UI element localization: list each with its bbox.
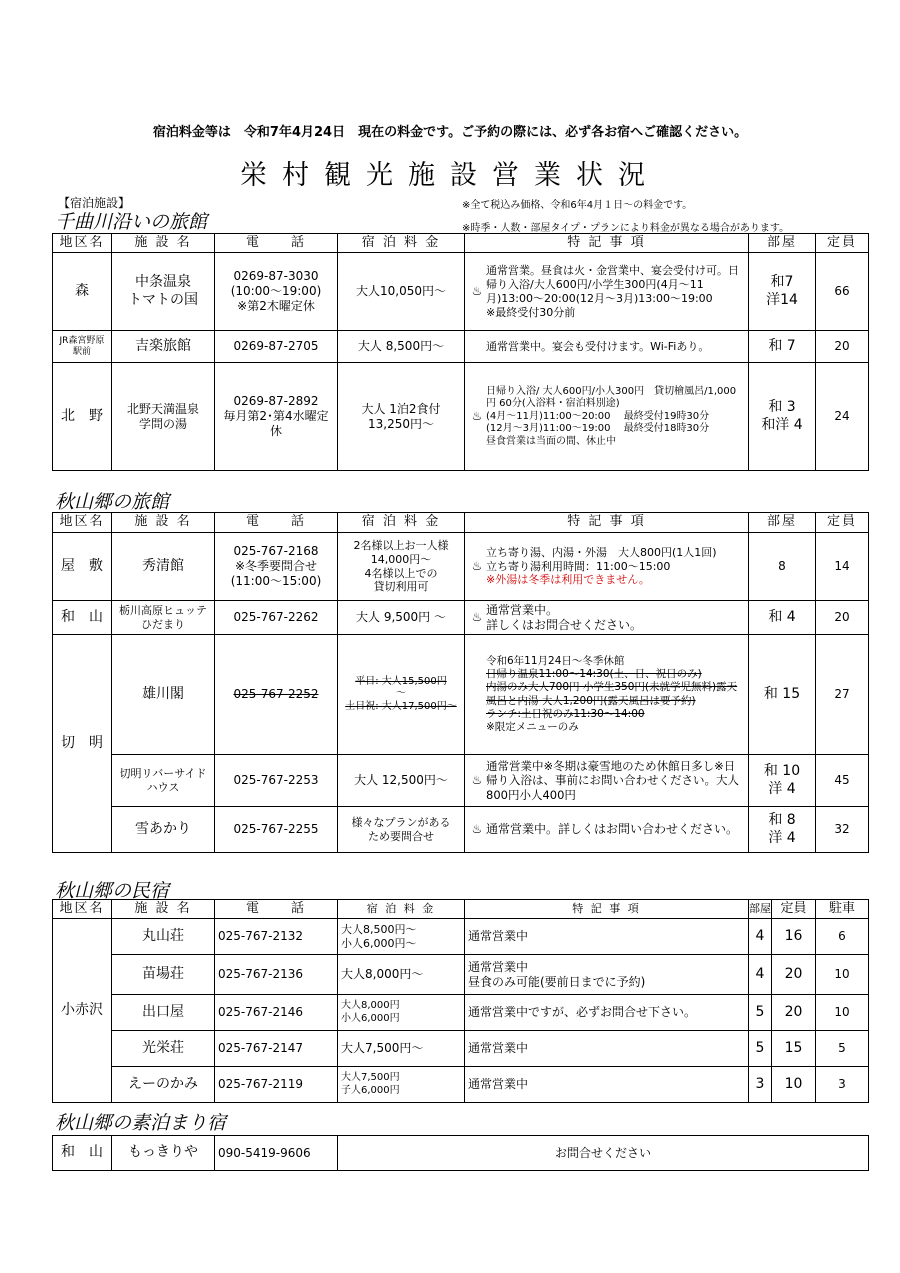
phone-cell: 025-767-2253 bbox=[215, 755, 338, 807]
phone-cell: 090-5419-9606 bbox=[215, 1136, 338, 1171]
rooms-cell: 5 bbox=[749, 1031, 772, 1067]
facility-name: 切明リバーサイドハウス bbox=[112, 755, 215, 807]
header-notes: 特 記 事 項 bbox=[465, 234, 749, 253]
table-row bbox=[53, 601, 869, 635]
header-price: 宿 泊 料 金 bbox=[338, 900, 465, 919]
price-cell: 大人7,500円～ bbox=[338, 1031, 465, 1067]
price-notice: 宿泊料金等は 令和7年4月24日 現在の料金です。ご予約の際には、必ず各お宿へご確認ください。 bbox=[152, 125, 748, 140]
tax-note: ※全て税込み価格、令和6年4月１日～の料金です。 bbox=[462, 200, 693, 211]
table-row bbox=[53, 363, 869, 471]
price-cell: 大人10,050円～ bbox=[338, 253, 465, 331]
notes-cell: ♨日帰り入浴/ 大人600円/小人300円 貸切檜風呂/1,000円 60分(入浴料・宿泊料別途) (4月～11月)11:00～20:00 最終受付19時30分 (12月～3月)11:00～19:00 最終受付18時30分 昼食営業は当面の間、休止中 bbox=[465, 363, 749, 471]
area-cell: 和 山 bbox=[53, 1136, 112, 1171]
facility-name: 中条温泉 トマトの国 bbox=[112, 253, 215, 331]
price-cell: 大人 9,500円 ～ bbox=[338, 601, 465, 635]
header-facility: 施 設 名 bbox=[112, 234, 215, 253]
phone-cell: 025-767-2168 ※冬季要問合せ (11:00～15:00) bbox=[215, 533, 338, 601]
table-row bbox=[53, 995, 869, 1031]
facility-name: 出口屋 bbox=[112, 995, 215, 1031]
phone-cell: 025-767-2262 bbox=[215, 601, 338, 635]
facility-name: 雄川閣 bbox=[112, 635, 215, 755]
header-phone: 電 話 bbox=[215, 513, 338, 533]
phone-cell: 0269-87-3030 (10:00～19:00) ※第2木曜定休 bbox=[215, 253, 338, 331]
rooms-cell: 和 8 洋 4 bbox=[749, 807, 816, 853]
area-cell: 北 野 bbox=[53, 363, 112, 471]
facility-name: 光栄荘 bbox=[112, 1031, 215, 1067]
header-facility: 施 設 名 bbox=[112, 900, 215, 919]
phone-cell: 025-767-2119 bbox=[215, 1067, 338, 1103]
rooms-cell: 和 7 bbox=[749, 331, 816, 363]
section-title-chikuma: 千曲川沿いの旅館 bbox=[55, 211, 208, 233]
rooms-cell: 和7 洋14 bbox=[749, 253, 816, 331]
header-phone: 電 話 bbox=[215, 234, 338, 253]
price-cell: 大人8,000円～ bbox=[338, 955, 465, 995]
header-notes: 特 記 事 項 bbox=[465, 513, 749, 533]
phone-cell: 0269-87-2892 毎月第2･第4水曜定休 bbox=[215, 363, 338, 471]
notes-cell: 通常営業中ですが、必ずお問合せ下さい。 bbox=[465, 995, 749, 1031]
capacity-cell: 10 bbox=[772, 1067, 816, 1103]
page-title: 栄村観光施設営業状況 bbox=[240, 160, 660, 191]
notes-cell: ♨通常営業中。 詳しくはお問合せください。 bbox=[465, 601, 749, 635]
header-rooms: 部屋 bbox=[749, 900, 772, 919]
notes-cell: 令和6年11月24日～冬季休館 日帰り温泉11:00～14:30(土、日、祝日のみ) 内湯のみ大人700円 小学生350円(未就学児無料)露天風呂と内湯 大人1,200円(露天風呂は要予約) ランチ:土日祝のみ11:30～14:00 ※限定メニューのみ bbox=[465, 635, 749, 755]
parking-cell: 10 bbox=[816, 995, 869, 1031]
table-row bbox=[53, 331, 869, 363]
header-area: 地区名 bbox=[53, 513, 112, 533]
notes-cell: 通常営業中 bbox=[465, 1031, 749, 1067]
price-cell: 大人8,500円～ 小人6,000円～ bbox=[338, 919, 465, 955]
onsen-icon: ♨ bbox=[471, 773, 483, 787]
phone-cell: 025-767-2132 bbox=[215, 919, 338, 955]
rooms-cell: 3 bbox=[749, 1067, 772, 1103]
onsen-icon: ♨ bbox=[471, 284, 483, 299]
parking-cell: 3 bbox=[816, 1067, 869, 1103]
minshuku-table bbox=[52, 899, 869, 1103]
capacity-cell: 20 bbox=[772, 955, 816, 995]
facility-name: 北野天満温泉 学問の湯 bbox=[112, 363, 215, 471]
price-cell: 2名様以上お一人様 14,000円～ 4名様以上での 貸切利用可 bbox=[338, 533, 465, 601]
onsen-icon: ♨ bbox=[471, 409, 483, 424]
section-title-akiyama-ryokan: 秋山郷の旅館 bbox=[55, 491, 170, 513]
table-row bbox=[53, 1031, 869, 1067]
onsen-icon: ♨ bbox=[471, 559, 483, 573]
header-area: 地区名 bbox=[53, 900, 112, 919]
header-notes: 特 記 事 項 bbox=[465, 900, 749, 919]
capacity-cell: 16 bbox=[772, 919, 816, 955]
capacity-cell: 24 bbox=[816, 363, 869, 471]
capacity-cell: 20 bbox=[816, 331, 869, 363]
rooms-cell: 8 bbox=[749, 533, 816, 601]
capacity-cell: 32 bbox=[816, 807, 869, 853]
notes-cell: 通常営業中。宴会も受付けます。Wi-Fiあり。 bbox=[465, 331, 749, 363]
price-cell: 大人 8,500円～ bbox=[338, 331, 465, 363]
header-price: 宿 泊 料 金 bbox=[338, 513, 465, 533]
rooms-cell: 4 bbox=[749, 919, 772, 955]
facility-name: 秀清館 bbox=[112, 533, 215, 601]
table-row bbox=[53, 755, 869, 807]
capacity-cell: 15 bbox=[772, 1031, 816, 1067]
notes-cell: ♨通常営業。昼食は火・金営業中、宴会受付け可。日帰り入浴/大人600円/小学生300円(4月～11月)13:00～20:00(12月～3月)13:00～19:00 ※最終受付30分前 bbox=[465, 253, 749, 331]
price-cell: 大人 12,500円～ bbox=[338, 755, 465, 807]
price-note: ※時季・人数・部屋タイプ・プランにより料金が異なる場合があります。 bbox=[462, 223, 790, 234]
parking-cell: 5 bbox=[816, 1031, 869, 1067]
ryokan-akiyama-table bbox=[52, 512, 869, 853]
rooms-cell: 4 bbox=[749, 955, 772, 995]
phone-cell: 025-767-2255 bbox=[215, 807, 338, 853]
header-phone: 電 話 bbox=[215, 900, 338, 919]
rooms-cell: 和 4 bbox=[749, 601, 816, 635]
notes-cell: 通常営業中 昼食のみ可能(要前日までに予約) bbox=[465, 955, 749, 995]
phone-cell: 025-767-2136 bbox=[215, 955, 338, 995]
onsen-icon: ♨ bbox=[471, 822, 483, 836]
price-cell: 様々なプランがある ため要問合せ bbox=[338, 807, 465, 853]
notes-cell: 通常営業中 bbox=[465, 919, 749, 955]
price-cell: 平日: 大人15,500円 ～ 土日祝: 大人17,500円～ bbox=[338, 635, 465, 755]
parking-cell: 6 bbox=[816, 919, 869, 955]
facility-name: 栃川高原ヒュッテひだまり bbox=[112, 601, 215, 635]
header-area: 地区名 bbox=[53, 234, 112, 253]
table-row bbox=[53, 533, 869, 601]
capacity-cell: 20 bbox=[816, 601, 869, 635]
category-label: 【宿泊施設】 bbox=[58, 196, 131, 210]
rooms-cell: 和 15 bbox=[749, 635, 816, 755]
capacity-cell: 27 bbox=[816, 635, 869, 755]
notes-cell: ♨ 通常営業中。詳しくはお問い合わせください。 bbox=[465, 807, 749, 853]
price-cell: 大人8,000円 小人6,000円 bbox=[338, 995, 465, 1031]
winter-warning: ※外湯は冬季は利用できません。 bbox=[486, 573, 650, 587]
facility-name: もっきりや bbox=[112, 1136, 215, 1171]
rooms-cell: 和 3 和洋 4 bbox=[749, 363, 816, 471]
header-facility: 施 設 名 bbox=[112, 513, 215, 533]
capacity-cell: 66 bbox=[816, 253, 869, 331]
table-row bbox=[53, 1067, 869, 1103]
table-row bbox=[53, 253, 869, 331]
capacity-cell: 20 bbox=[772, 995, 816, 1031]
notes-cell: 通常営業中 bbox=[465, 1067, 749, 1103]
ryokan-chikuma-table bbox=[52, 233, 869, 471]
header-rooms: 部屋 bbox=[749, 513, 816, 533]
header-parking: 駐車 bbox=[816, 900, 869, 919]
facility-name: 吉楽旅館 bbox=[112, 331, 215, 363]
facility-name: えーのかみ bbox=[112, 1067, 215, 1103]
rooms-cell: 和 10 洋 4 bbox=[749, 755, 816, 807]
header-capacity: 定員 bbox=[772, 900, 816, 919]
area-cell: 森 bbox=[53, 253, 112, 331]
section-title-minshuku: 秋山郷の民宿 bbox=[55, 880, 170, 902]
header-capacity: 定員 bbox=[816, 513, 869, 533]
phone-cell: 0269-87-2705 bbox=[215, 331, 338, 363]
capacity-cell: 45 bbox=[816, 755, 869, 807]
price-cell: 大人 1泊2食付 13,250円～ bbox=[338, 363, 465, 471]
parking-cell: 10 bbox=[816, 955, 869, 995]
facility-name: 丸山荘 bbox=[112, 919, 215, 955]
notes-cell: お問合せください bbox=[338, 1136, 869, 1171]
table-row bbox=[53, 1136, 869, 1171]
phone-cell: 025-767-2252 bbox=[215, 635, 338, 755]
table-row bbox=[53, 635, 869, 755]
price-cell: 大人7,500円 子人6,000円 bbox=[338, 1067, 465, 1103]
notes-cell: ♨通常営業中※冬期は豪雪地のため休館日多し※日帰り入浴は、事前にお問い合わせください。大人800円小人400円 bbox=[465, 755, 749, 807]
rooms-cell: 5 bbox=[749, 995, 772, 1031]
header-price: 宿 泊 料 金 bbox=[338, 234, 465, 253]
area-cell: 和 山 bbox=[53, 601, 112, 635]
facility-name: 苗場荘 bbox=[112, 955, 215, 995]
notes-cell: ♨立ち寄り湯、内湯・外湯 大人800円(1人1回) 立ち寄り湯利用時間：11:00～15:00 ※外湯は冬季は利用できません。 bbox=[465, 533, 749, 601]
section-title-sudomari: 秋山郷の素泊まり宿 bbox=[55, 1112, 227, 1134]
header-rooms: 部屋 bbox=[749, 234, 816, 253]
phone-cell: 025-767-2146 bbox=[215, 995, 338, 1031]
onsen-icon: ♨ bbox=[471, 610, 483, 624]
table-row bbox=[53, 955, 869, 995]
area-cell: 切 明 bbox=[53, 635, 112, 853]
table-row bbox=[53, 807, 869, 853]
facility-name: 雪あかり bbox=[112, 807, 215, 853]
capacity-cell: 14 bbox=[816, 533, 869, 601]
area-cell: 小赤沢 bbox=[53, 919, 112, 1103]
phone-cell: 025-767-2147 bbox=[215, 1031, 338, 1067]
area-cell: 屋 敷 bbox=[53, 533, 112, 601]
header-capacity: 定員 bbox=[816, 234, 869, 253]
area-cell: JR森宮野原駅前 bbox=[53, 331, 112, 363]
sudomari-table bbox=[52, 1135, 869, 1171]
table-row bbox=[53, 919, 869, 955]
